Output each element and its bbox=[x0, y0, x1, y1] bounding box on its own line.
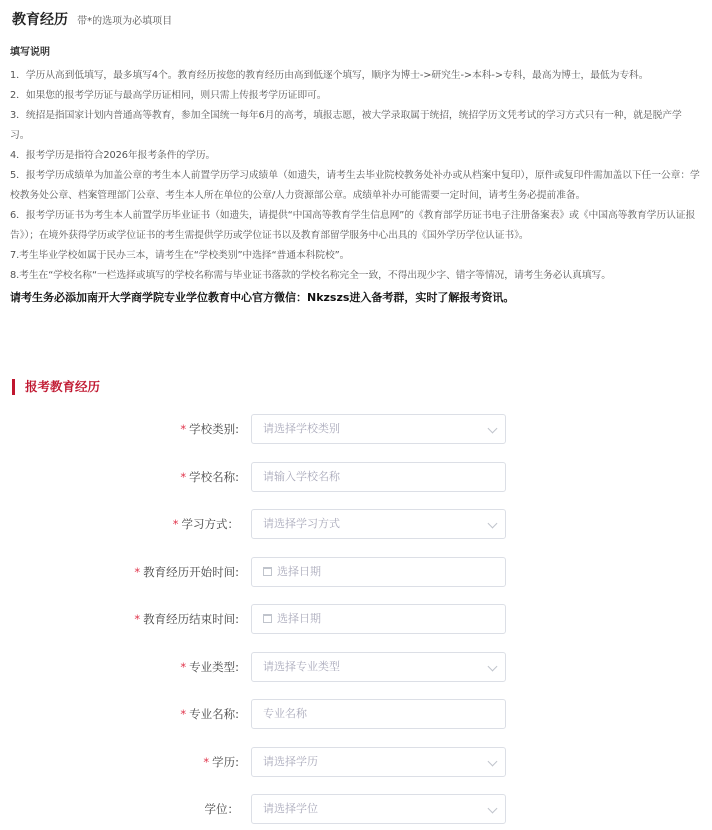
chevron-down-icon bbox=[488, 424, 498, 434]
education-level-select[interactable]: 请选择学历 bbox=[251, 747, 506, 777]
end-date-picker[interactable]: 选择日期 bbox=[251, 604, 506, 634]
calendar-icon bbox=[263, 614, 272, 623]
school-type-label: * 学校类别: bbox=[180, 422, 239, 436]
instruction-item: 7.考生毕业学校如属于民办三本，请考生在“学校类别”中选择“普通本科院校”。 bbox=[10, 250, 350, 261]
required-mark: * bbox=[180, 660, 187, 674]
major-name-label: * 专业名称: bbox=[180, 707, 239, 721]
form-row-degree bbox=[0, 794, 712, 824]
required-mark: * bbox=[172, 517, 179, 531]
instructions-panel bbox=[10, 46, 700, 308]
wechat-notice: 请考生务必添加南开大学商学院专业学位教育中心官方微信：Nkzszs进入备考群，实时了解报考资讯。 bbox=[10, 291, 515, 304]
form-row-school-type bbox=[0, 414, 712, 444]
required-mark: * bbox=[134, 612, 141, 626]
form-row-education-level bbox=[0, 747, 712, 777]
chevron-down-icon bbox=[488, 662, 498, 672]
instruction-item: 5．报考学历成绩单为加盖公章的考生本人前置学历学习成绩单（如遗失，请考生去毕业院校教务处补办或从档案中复印），原件或复印件需加盖以下任一公章：学校教务处公章、档案管理部门公章、考生本人所在单位的公章/人力资源部公章。成绩单补办可能需要一定时间，请考生务必提前准备。 bbox=[10, 170, 700, 201]
calendar-icon bbox=[263, 567, 272, 576]
required-mark: * bbox=[134, 565, 141, 579]
school-name-label: * 学校名称: bbox=[180, 470, 239, 484]
chevron-down-icon bbox=[488, 519, 498, 529]
instruction-item: 2．如果您的报考学历证与最高学历证相同，则只需上传报考学历证即可。 bbox=[10, 90, 327, 101]
form-row-major-name bbox=[0, 699, 712, 729]
required-mark: * bbox=[180, 707, 187, 721]
school-type-select[interactable]: 请选择学校类别 bbox=[251, 414, 506, 444]
page-title: 教育经历 bbox=[12, 12, 68, 28]
form-row-end-date bbox=[0, 604, 712, 634]
instruction-item: 4．报考学历是指符合2026年报考条件的学历。 bbox=[10, 150, 216, 161]
required-mark: * bbox=[180, 422, 187, 436]
form-row-school-name bbox=[0, 462, 712, 492]
start-date-picker[interactable]: 选择日期 bbox=[251, 557, 506, 587]
page-subtitle: 带*的选项为必填项目 bbox=[77, 16, 173, 27]
required-mark: * bbox=[180, 470, 187, 484]
degree-label: 学位： bbox=[204, 802, 239, 816]
end-date-label: * 教育经历结束时间: bbox=[134, 612, 239, 626]
major-type-label: * 专业类型: bbox=[180, 660, 239, 674]
instruction-item: 8.考生在“学校名称“一栏选择或填写的学校名称需与毕业证书落款的学校名称完全一致，不得出现少字、错字等情况，请考生务必认真填写。 bbox=[10, 270, 611, 281]
chevron-down-icon bbox=[488, 757, 498, 767]
degree-select[interactable]: 请选择学位 bbox=[251, 794, 506, 824]
major-type-select[interactable]: 请选择专业类型 bbox=[251, 652, 506, 682]
chevron-down-icon bbox=[488, 804, 498, 814]
instructions-heading: 填写说明 bbox=[10, 47, 50, 58]
form-row-study-mode bbox=[0, 509, 712, 539]
education-level-label: * 学历: bbox=[203, 755, 239, 769]
instruction-item: 3．统招是指国家计划内普通高等教育，参加全国统一每年6月的高考，填报志愿，被大学录取属于统招，统招学历文凭考试的学习方式只有一种，就是脱产学习。 bbox=[10, 110, 682, 141]
study-mode-select[interactable]: 请选择学习方式 bbox=[251, 509, 506, 539]
section-title: 报考教育经历 bbox=[12, 379, 100, 395]
school-name-input[interactable]: 请输入学校名称 bbox=[251, 462, 506, 492]
instruction-item: 1．学历从高到低填写，最多填写4个。教育经历按您的教育经历由高到低逐个填写，顺序为博士->研究生->本科->专科，最高为博士，最低为专科。 bbox=[10, 70, 649, 81]
study-mode-label: * 学习方式： bbox=[172, 517, 239, 531]
form-row-start-date bbox=[0, 557, 712, 587]
instruction-item: 6．报考学历证书为考生本人前置学历毕业证书（如遗失，请提供“中国高等教育学生信息网”的《教育部学历证书电子注册备案表》或《中国高等教育学历认证报告》）；在境外获得学历或学位证书的考生需提供学历或学位证书以及教育部留学服务中心出具的《国外学历学位认证书》。 bbox=[10, 210, 696, 241]
required-mark: * bbox=[203, 755, 210, 769]
major-name-input[interactable]: 专业名称 bbox=[251, 699, 506, 729]
start-date-label: * 教育经历开始时间: bbox=[134, 565, 239, 579]
form-row-major-type bbox=[0, 652, 712, 682]
page-header bbox=[12, 9, 172, 29]
